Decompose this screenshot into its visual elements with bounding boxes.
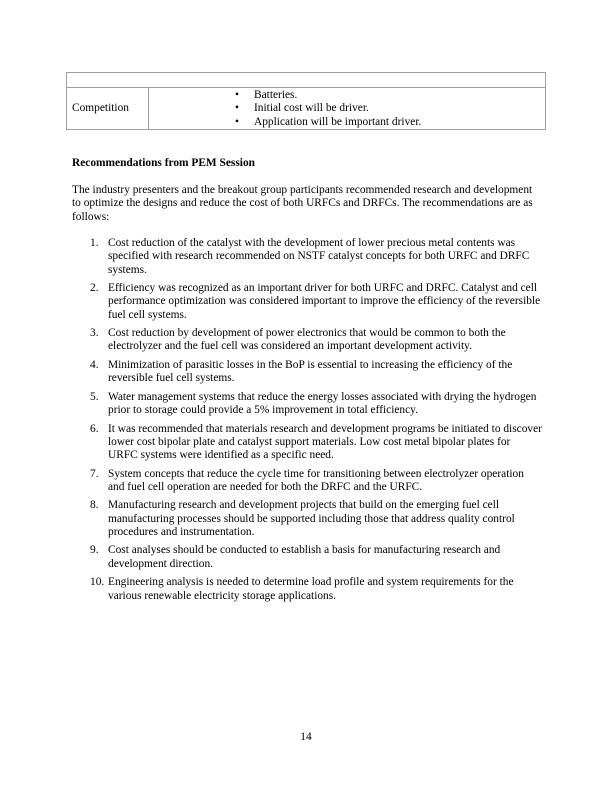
list-number: 5. [90,390,99,403]
section-heading: Recommendations from PEM Session [72,157,255,169]
table-row-content [149,88,546,130]
intro-paragraph: The industry presenters and the breakout group participants recommended research and development to optimize the designs and reduce the cost of both URFCs and DRFCs. The recommendations are as follows: [72,184,533,223]
bullet-item: • Application will be important driver. [235,116,545,129]
page-number: 14 [300,731,312,743]
table-cell-blank [67,73,546,88]
table-row-label: Competition [67,88,149,130]
list-item [72,499,542,539]
list-item [72,576,542,603]
list-item [72,282,542,322]
list-text: Water management systems that reduce the energy losses associated with drying the hydrogen prior to storage could provide a 5% improvement in total efficiency. [108,390,537,417]
list-item [72,468,542,495]
bullet-list [149,88,545,129]
list-item [72,423,542,463]
list-number: 4. [90,358,99,371]
list-item [72,544,542,571]
list-text: System concepts that reduce the cycle time for transitioning between electrolyzer operation and fuel cell operation are needed for both the DRFC and the URFC. [108,467,524,493]
list-text: Cost analyses should be conducted to establish a basis for manufacturing research and development direction. [108,544,501,570]
list-text: It was recommended that materials research and development programs be initiated to discover lower cost bipolar plate and catalyst support materials. Low cost metal bipolar plates for URFC systems were identified as a specific need. [108,422,542,462]
bullet-item: • Initial cost will be driver. [235,102,545,115]
list-number: 10. [90,576,105,589]
table-row-competition [67,88,546,130]
list-item [72,237,542,277]
list-text: Cost reduction by development of power electronics that would be common to both the electrolyzer and the fuel cell was considered an important development activity. [108,327,506,353]
list-number: 8. [90,499,99,512]
list-item [72,359,542,386]
list-number: 7. [90,467,99,480]
list-number: 9. [90,544,99,557]
list-item [72,391,542,418]
table-row-blank [67,73,546,88]
list-item [72,327,542,354]
list-text: Cost reduction of the catalyst with the development of lower precious metal contents was specified with research recommended on NSTF catalyst concepts for both URFC and DRFC systems. [108,237,530,276]
list-number: 3. [90,327,99,340]
list-text: Minimization of parasitic losses in the BoP is essential to increasing the efficiency of the reversible fuel cell systems. [108,358,513,385]
list-text: Engineering analysis is needed to determine load profile and system requirements for the various renewable electricity storage applications. [108,576,514,602]
list-text: Efficiency was recognized as an important driver for both URFC and DRFC. Catalyst and cell performance optimization was considered important to improve the efficiency of the reversible fuel cell systems. [108,282,541,321]
bullet-item: • Batteries. [235,89,545,102]
list-number: 1. [90,237,99,249]
list-text: Manufacturing research and development projects that build on the emerging fuel cell manufacturing processes should be supported including those that address quality control procedures and instrumentation. [108,499,515,538]
list-number: 2. [90,282,99,295]
list-number: 6. [90,422,99,435]
recommendations-list [72,237,542,608]
competition-table [66,72,546,130]
